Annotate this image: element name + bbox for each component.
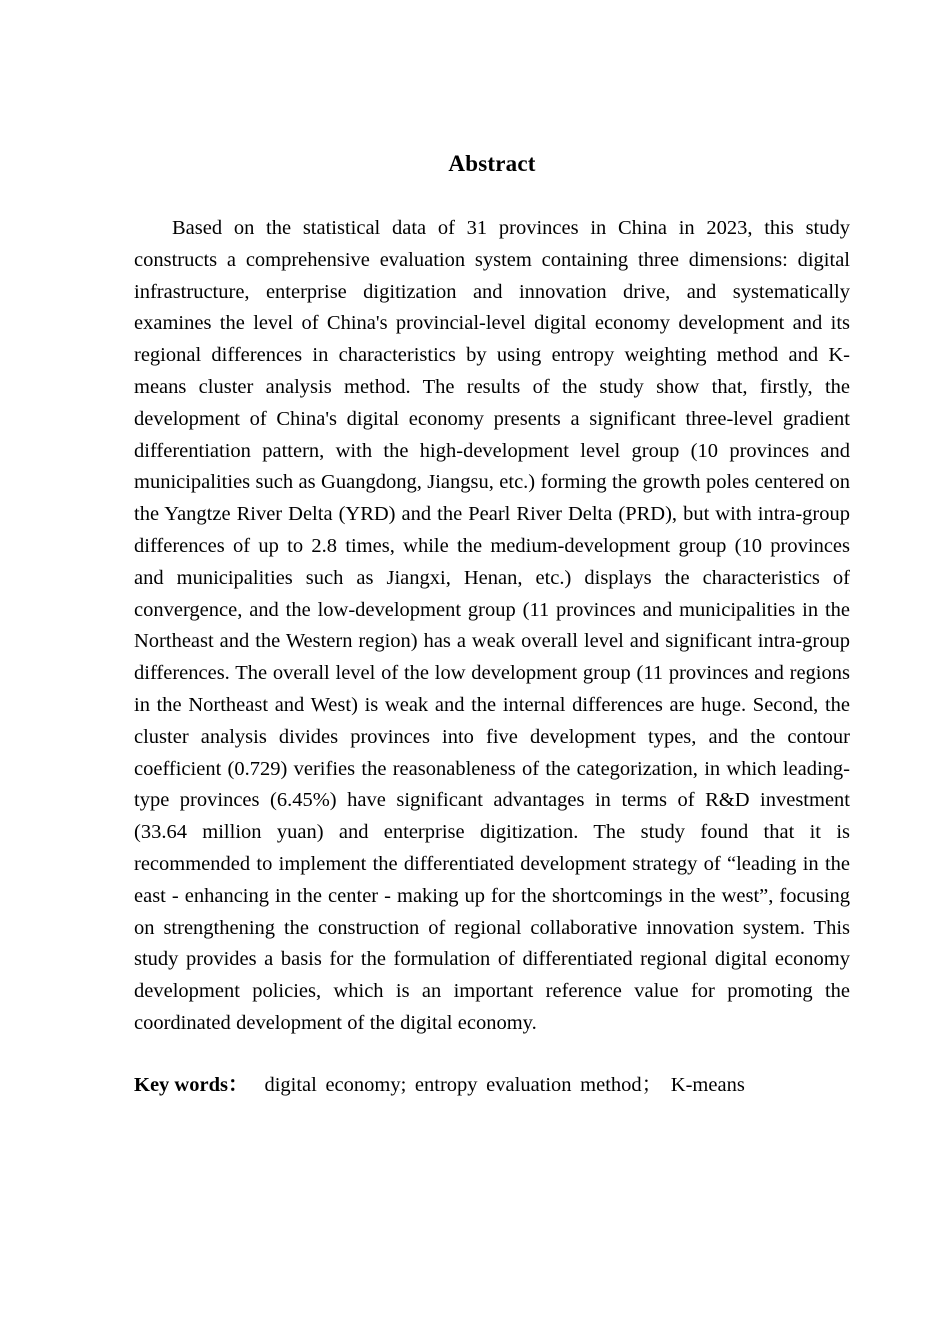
keywords-line <box>134 1040 850 1102</box>
page-title: Abstract <box>448 151 536 176</box>
abstract-paragraph: Based on the statistical data of 31 provinces in China in 2023, this study constructs a comprehensive evaluation system containing three dimensions: digital infrastructure, enterprise digitization and innovation drive, and systematically examines the level of China's provincial-level digital economy development and its regional differences in characteristics by using entropy weighting method and K-means cluster analysis method. The results of the study show that, firstly, the development of China's digital economy presents a significant three-level gradient differentiation pattern, with the high-development level group (10 provinces and municipalities such as Guangdong, Jiangsu, etc.) forming the growth poles centered on the Yangtze River Delta (YRD) and the Pearl River Delta (PRD), but with intra-group differences of up to 2.8 times, while the medium-development group (10 provinces and municipalities such as Jiangxi, Henan, etc.) displays the characteristics of convergence, and the low-development group (11 provinces and municipalities in the Northeast and the Western region) has a weak overall level and significant intra-group differences. The overall level of the low development group (11 provinces and regions in the Northeast and West) is weak and the internal differences are huge. Second, the cluster analysis divides provinces into five development types, and the contour coefficient (0.729) verifies the reasonableness of the categorization, in which leading-type provinces (6.45%) have significant advantages in terms of R&D investment (33.64 million yuan) and enterprise digitization. The study found that it is recommended to implement the differentiated development strategy of “leading in the east - enhancing in the center - making up for the shortcomings in the west”, focusing on strengthening the construction of regional collaborative innovation system. This study provides a basis for the formulation of differentiated regional digital economy development policies, which is an important reference value for promoting the coordinated development of the digital economy. <box>134 217 850 1034</box>
keywords-label: Key words： <box>134 1073 249 1096</box>
keywords-values: digital economy; entropy evaluation method； K-means <box>264 1073 745 1096</box>
page-content <box>134 0 850 1102</box>
